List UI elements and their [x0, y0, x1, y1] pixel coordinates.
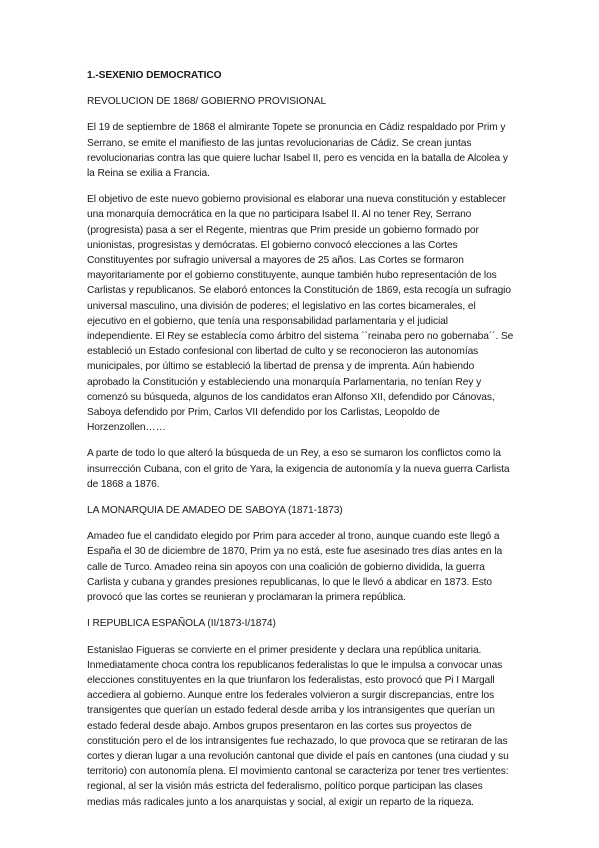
paragraph: Estanislao Figueras se convierte en el primer presidente y declara una república unitaria. Inmediatamente choca contra los republicanos federalistas lo que le impulsa a convocar unas elecciones constituyentes en la que triunfaron los federalistas, esto provocó que Pi I Margall accediera al gobierno. Aunque entre los federales volvieron a surgir discrepancias, entre los transigentes que querían un estado federal desde arriba y los intransigentes que querían un estado federal desde abajo. Ambos grupos presentaron en las cortes sus proyectos de constitución pero el de los intransigentes fue rechazado, lo que provoca que se retiraran de las cortes y dieran lugar a una revolución cantonal que divide el país en cantones (una ciudad y su territorio) con autonomía plena. El movimiento cantonal se caracteriza por tener tres vertientes: regional, al ser la visión más estricta del federalismo, político porque participan las clases medias más radicales junto a los anarquistas y social, al exigir un reparto de la riqueza. — [87, 644, 509, 808]
section-heading-republica: I REPUBLICA ESPAÑOLA (II/1873-I/1874) — [87, 618, 276, 630]
paragraph: A parte de todo lo que alteró la búsqueda de un Rey, a eso se sumaron los conflictos como la insurrección Cubana, con el grito de Yara, la exigencia de autonomía y la nueva guerra Carlista de 1868 a 1876. — [87, 448, 510, 490]
paragraph: Amadeo fue el candidato elegido por Prim para acceder al trono, aunque cuando este llegó a España el 30 de diciembre de 1870, Prim ya no está, este fue asesinado tres días antes en la calle de Turco. Amadeo reina sin apoyos con una coalición de gobierno dividida, la guerra Carlista y cubana y grandes presiones republicanas, lo que le llevó a abdicar en 1873. Esto provocó que las cortes se reunieran y proclamaran la primera república. — [87, 531, 503, 604]
paragraph: El 19 de septiembre de 1868 el almirante Topete se pronuncia en Cádiz respaldado por Prim y Serrano, se emite el manifiesto de las juntas revolucionarias de Cádiz. Se crean juntas revolucionarias contra las que quiere luchar Isabel II, pero es vencida en la batalla de Alcolea y la Reina se exilia a Francia. — [87, 122, 508, 180]
section-heading-amadeo: LA MONARQUIA DE AMADEO DE SABOYA (1871-1873) — [87, 505, 343, 517]
document-title: 1.-SEXENIO DEMOCRATICO — [87, 70, 222, 81]
section-heading-revolucion: REVOLUCION DE 1868/ GOBIERNO PROVISIONAL — [87, 96, 327, 108]
document-page — [87, 68, 514, 821]
paragraph: El objetivo de este nuevo gobierno provisional es elaborar una nueva constitución y establecer una monarquía democrática en la que no participara Isabel II. Al no tener Rey, Serrano (progresista) pasa a ser el Regente, mientras que Prim preside un gobierno formado por unionistas, progresistas y demócratas. El gobierno convocó elecciones a las Cortes Constituyentes por sufragio universal a mayores de 25 años. Las Cortes se formaron mayoritariamente por el gobierno constituyente, aunque también hubo representación de los Carlistas y republicanos. Se elaboró entonces la Constitución de 1869, esta recogía un sufragio universal masculino, una división de poderes; el legislativo en las cortes bicamerales, el ejecutivo en el gobierno, que tenía una responsabilidad parlamentaria y el judicial independiente. El Rey se establecía como árbitro del sistema ``reinaba pero no gobernaba´´. Se estableció un Estado confesional con libertad de culto y se reconocieron las autonomías municipales, por último se estableció la libertad de prensa y de imprenta. Aún habiendo aprobado la Constitución y estableciendo una monarquía Parlamentaria, no tenían Rey y comenzó su búsqueda, algunos de los candidatos eran Alfonso XII, defendido por Cánovas, Saboya defendido por Prim, Carlos VII defendido por los Carlistas, Leopoldo de Horzenzollen…… — [87, 194, 514, 434]
